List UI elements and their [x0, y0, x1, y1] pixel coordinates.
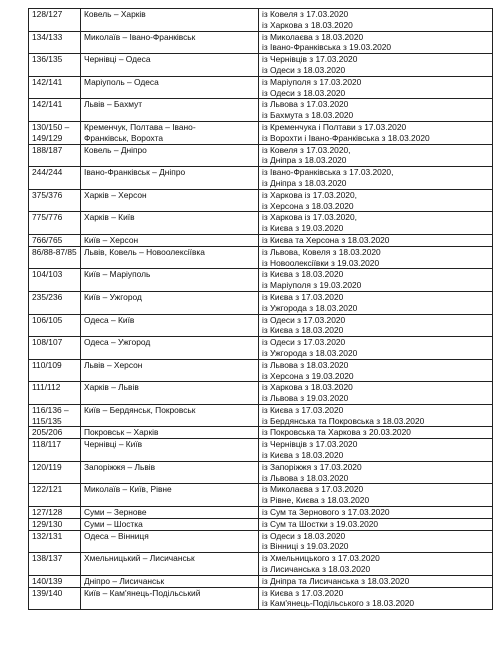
cell-line: із Кам'янець-Подільського з 18.03.2020: [262, 598, 415, 609]
table-row: [29, 461, 493, 484]
cell-line: 106/105: [32, 314, 63, 325]
cell-line: із Ужгорода з 18.03.2020: [262, 302, 358, 313]
cell-line: [32, 598, 77, 609]
train-number-cell: [29, 359, 81, 382]
cell-line: [84, 223, 255, 234]
cell-line: 111/112: [32, 382, 61, 393]
cell-line: 775/776: [32, 212, 63, 223]
route-cell: [81, 9, 259, 32]
cell-line: Харків – Київ: [84, 212, 135, 223]
cell-line: із Дніпра з 18.03.2020: [262, 155, 347, 166]
cell-line: [84, 20, 255, 31]
schedule-cell: [259, 212, 493, 235]
cell-line: [84, 564, 255, 575]
cell-line: [32, 280, 77, 291]
cell-line: Одеса – Вінниця: [84, 530, 149, 541]
route-cell: [81, 439, 259, 462]
cell-line: [32, 258, 77, 269]
table-row: [29, 484, 493, 507]
table-row: [29, 269, 493, 292]
train-number-cell: [29, 144, 81, 167]
route-cell: [81, 314, 259, 337]
cell-line: [32, 201, 77, 212]
train-number-cell: [29, 382, 81, 405]
route-cell: [81, 167, 259, 190]
cell-line: із Івано-Франківська з 17.03.2020,: [262, 167, 394, 178]
train-number-cell: [29, 530, 81, 553]
table-row: [29, 99, 493, 122]
table-row: [29, 121, 493, 144]
cell-line: [32, 223, 77, 234]
cell-line: із Хмельницького з 17.03.2020: [262, 553, 380, 564]
cell-line: 149/129: [32, 132, 63, 143]
cell-line: із Києва з 18.03.2020: [262, 450, 344, 461]
cell-line: [84, 325, 255, 336]
schedule-cell: [259, 507, 493, 519]
cell-line: із Одеси з 17.03.2020: [262, 337, 346, 348]
schedule-cell: [259, 234, 493, 246]
cell-line: із Чернівців з 17.03.2020: [262, 439, 358, 450]
schedule-cell: [259, 587, 493, 610]
cell-line: Київ – Херсон: [84, 234, 139, 245]
train-number-cell: [29, 427, 81, 439]
route-cell: [81, 246, 259, 269]
table-body: [29, 9, 493, 610]
cell-line: Дніпро – Лисичанськ: [84, 575, 165, 586]
train-number-cell: [29, 507, 81, 519]
table-row: [29, 189, 493, 212]
cell-line: із Херсона з 19.03.2020: [262, 370, 354, 381]
route-cell: [81, 291, 259, 314]
table-row: [29, 167, 493, 190]
schedule-cell: [259, 484, 493, 507]
cell-line: 86/88-87/85: [32, 246, 77, 257]
route-cell: [81, 382, 259, 405]
cell-line: 140/139: [32, 575, 63, 586]
cell-line: [32, 325, 77, 336]
train-number-cell: [29, 439, 81, 462]
cell-line: із Одеси з 18.03.2020: [262, 87, 346, 98]
cell-line: 132/131: [32, 530, 63, 541]
cell-line: із Маріуполя з 17.03.2020: [262, 76, 362, 87]
cell-line: 142/141: [32, 99, 63, 110]
train-number-cell: [29, 461, 81, 484]
route-cell: [81, 553, 259, 576]
route-cell: [81, 189, 259, 212]
cell-line: із Маріуполя з 19.03.2020: [262, 280, 362, 291]
table-row: [29, 382, 493, 405]
cell-line: [32, 495, 77, 506]
schedule-cell: [259, 518, 493, 530]
schedule-cell: [259, 575, 493, 587]
cell-line: Суми – Зернове: [84, 507, 147, 518]
cell-line: 110/109: [32, 359, 62, 370]
table-row: [29, 54, 493, 77]
cell-line: із Києва та Херсона з 18.03.2020: [262, 234, 390, 245]
cell-line: [84, 201, 255, 212]
cell-line: Чернівці – Одеса: [84, 54, 151, 65]
schedule-cell: [259, 359, 493, 382]
train-number-cell: [29, 246, 81, 269]
cell-line: із Києва з 17.03.2020: [262, 291, 344, 302]
schedule-cell: [259, 404, 493, 427]
cell-line: 142/141: [32, 76, 63, 87]
cell-line: [84, 473, 255, 484]
cell-line: [32, 303, 77, 314]
cell-line: із Миколаєва з 18.03.2020: [262, 31, 364, 42]
schedule-cell: [259, 439, 493, 462]
cell-line: із Харкова з 18.03.2020: [262, 19, 353, 30]
table-row: [29, 291, 493, 314]
cell-line: Івано-Франківськ – Дніпро: [84, 167, 186, 178]
cell-line: [84, 42, 255, 53]
cell-line: із Запоріжжя з 17.03.2020: [262, 461, 362, 472]
train-number-cell: [29, 31, 81, 54]
cell-line: із Києва з 18.03.2020: [262, 325, 344, 336]
cell-line: [84, 110, 255, 121]
cell-line: 244/244: [32, 167, 63, 178]
cell-line: [84, 598, 255, 609]
cell-line: 188/187: [32, 144, 63, 155]
train-schedule-table: [28, 8, 493, 610]
cell-line: [84, 416, 255, 427]
route-cell: [81, 484, 259, 507]
cell-line: 118/117: [32, 439, 62, 450]
cell-line: Львів, Ковель – Новоолексіївка: [84, 246, 205, 257]
cell-line: Київ – Бердянськ, Покровськ: [84, 404, 196, 415]
route-cell: [81, 518, 259, 530]
route-cell: [81, 54, 259, 77]
schedule-cell: [259, 427, 493, 439]
cell-line: із Херсона з 18.03.2020: [262, 200, 354, 211]
table-row: [29, 530, 493, 553]
train-number-cell: [29, 54, 81, 77]
cell-line: Ковель – Харків: [84, 9, 146, 19]
cell-line: 108/107: [32, 337, 63, 348]
cell-line: із Кременчука і Полтави з 17.03.2020: [262, 121, 407, 132]
cell-line: 127/128: [32, 507, 63, 518]
cell-line: [32, 178, 77, 189]
cell-line: Ковель – Дніпро: [84, 144, 147, 155]
table-row: [29, 518, 493, 530]
cell-line: [32, 393, 77, 404]
cell-line: із Києва з 19.03.2020: [262, 223, 344, 234]
cell-line: Хмельницький – Лисичанськ: [84, 553, 195, 564]
table-row: [29, 427, 493, 439]
schedule-cell: [259, 167, 493, 190]
cell-line: із Вінниці з 19.03.2020: [262, 541, 349, 552]
cell-line: із Покровська та Харкова з 20.03.2020: [262, 427, 411, 438]
train-number-cell: [29, 9, 81, 32]
train-number-cell: [29, 167, 81, 190]
cell-line: [32, 155, 77, 166]
cell-line: із Одеси з 17.03.2020: [262, 314, 346, 325]
schedule-cell: [259, 76, 493, 99]
route-cell: [81, 337, 259, 360]
train-number-cell: [29, 269, 81, 292]
cell-line: [32, 473, 77, 484]
cell-line: [84, 155, 255, 166]
cell-line: із Одеси з 18.03.2020: [262, 530, 346, 541]
cell-line: Львів – Херсон: [84, 359, 143, 370]
train-number-cell: [29, 337, 81, 360]
route-cell: [81, 234, 259, 246]
cell-line: із Сум та Зернового з 17.03.2020: [262, 507, 390, 518]
table-row: [29, 404, 493, 427]
route-cell: [81, 31, 259, 54]
schedule-cell: [259, 121, 493, 144]
train-number-cell: [29, 518, 81, 530]
cell-line: із Новоолексіївки з 19.03.2020: [262, 257, 380, 268]
cell-line: 138/137: [32, 553, 63, 564]
cell-line: 130/150 –: [32, 121, 70, 132]
cell-line: Чернівці – Київ: [84, 439, 143, 450]
cell-line: 766/765: [32, 234, 63, 245]
schedule-cell: [259, 314, 493, 337]
cell-line: Київ – Кам'янець-Подільський: [84, 587, 201, 598]
cell-line: Львів – Бахмут: [84, 99, 143, 110]
cell-line: [84, 541, 255, 552]
route-cell: [81, 359, 259, 382]
cell-line: 129/130: [32, 518, 63, 529]
cell-line: Миколаїв – Івано-Франківськ: [84, 31, 196, 42]
train-number-cell: [29, 234, 81, 246]
cell-line: 139/140: [32, 587, 63, 598]
route-cell: [81, 76, 259, 99]
cell-line: 136/135: [32, 54, 63, 65]
cell-line: із Львова з 18.03.2020: [262, 472, 349, 483]
route-cell: [81, 507, 259, 519]
table-row: [29, 234, 493, 246]
table-row: [29, 507, 493, 519]
cell-line: [32, 348, 77, 359]
cell-line: із Ковеля з 17.03.2020: [262, 9, 349, 19]
route-cell: [81, 404, 259, 427]
cell-line: [84, 495, 255, 506]
cell-line: Миколаїв – Київ, Рівне: [84, 484, 172, 495]
route-cell: [81, 587, 259, 610]
table-row: [29, 246, 493, 269]
train-number-cell: [29, 314, 81, 337]
cell-line: Маріуполь – Одеса: [84, 76, 159, 87]
cell-line: із Ковеля з 17.03.2020,: [262, 144, 351, 155]
cell-line: [32, 88, 77, 99]
cell-line: із Харкова із 17.03.2020,: [262, 189, 357, 200]
cell-line: 205/206: [32, 427, 63, 438]
cell-line: 375/376: [32, 189, 63, 200]
cell-line: [84, 371, 255, 382]
train-number-cell: [29, 121, 81, 144]
schedule-cell: [259, 337, 493, 360]
train-number-cell: [29, 99, 81, 122]
cell-line: із Львова з 18.03.2020: [262, 359, 349, 370]
schedule-cell: [259, 144, 493, 167]
schedule-cell: [259, 530, 493, 553]
train-number-cell: [29, 553, 81, 576]
cell-line: Харків – Львів: [84, 382, 139, 393]
table-row: [29, 9, 493, 32]
cell-line: із Чернівців з 17.03.2020: [262, 54, 358, 65]
train-number-cell: [29, 404, 81, 427]
train-number-cell: [29, 76, 81, 99]
cell-line: із Сум та Шостки з 19.03.2020: [262, 518, 379, 529]
cell-line: із Івано-Франківська з 19.03.2020: [262, 42, 392, 53]
table-row: [29, 439, 493, 462]
cell-line: 116/136 –: [32, 404, 69, 415]
table-row: [29, 31, 493, 54]
cell-line: [84, 450, 255, 461]
schedule-cell: [259, 189, 493, 212]
cell-line: із Дніпра з 18.03.2020: [262, 177, 347, 188]
schedule-cell: [259, 461, 493, 484]
table-row: [29, 337, 493, 360]
train-number-cell: [29, 575, 81, 587]
cell-line: Харків – Херсон: [84, 189, 147, 200]
cell-line: [32, 371, 77, 382]
schedule-cell: [259, 99, 493, 122]
schedule-cell: [259, 382, 493, 405]
table-row: [29, 314, 493, 337]
table-row: [29, 359, 493, 382]
cell-line: із Львова з 19.03.2020: [262, 393, 349, 404]
table-row: [29, 144, 493, 167]
cell-line: із Рівне, Києва з 18.03.2020: [262, 495, 370, 506]
cell-line: Одеса – Ужгород: [84, 337, 151, 348]
cell-line: 104/103: [32, 269, 63, 280]
cell-line: із Бердянська та Покровська з 18.03.2020: [262, 415, 425, 426]
cell-line: із Києва з 17.03.2020: [262, 587, 344, 598]
cell-line: [84, 280, 255, 291]
cell-line: [84, 348, 255, 359]
cell-line: [32, 65, 77, 76]
cell-line: 122/121: [32, 484, 63, 495]
cell-line: [32, 450, 77, 461]
route-cell: [81, 99, 259, 122]
train-number-cell: [29, 587, 81, 610]
table-row: [29, 76, 493, 99]
route-cell: [81, 461, 259, 484]
cell-line: із Києва з 18.03.2020: [262, 269, 344, 280]
schedule-cell: [259, 54, 493, 77]
cell-line: Запоріжжя – Львів: [84, 461, 156, 472]
cell-line: із Харкова з 18.03.2020: [262, 382, 353, 393]
schedule-cell: [259, 291, 493, 314]
cell-line: 235/236: [32, 291, 63, 302]
cell-line: Покровськ – Харків: [84, 427, 159, 438]
cell-line: 120/119: [32, 461, 62, 472]
cell-line: [84, 178, 255, 189]
cell-line: [84, 393, 255, 404]
train-number-cell: [29, 291, 81, 314]
route-cell: [81, 212, 259, 235]
table-row: [29, 212, 493, 235]
cell-line: [84, 258, 255, 269]
cell-line: із Львова з 17.03.2020: [262, 99, 349, 110]
cell-line: 115/135: [32, 415, 62, 426]
cell-line: із Києва з 17.03.2020: [262, 404, 344, 415]
schedule-cell: [259, 31, 493, 54]
cell-line: Кременчук, Полтава – Івано-: [84, 121, 196, 132]
cell-line: із Лисичанська з 18.03.2020: [262, 564, 371, 575]
cell-line: 128/127: [32, 9, 63, 19]
cell-line: Франківськ, Ворохта: [84, 132, 164, 143]
cell-line: із Миколаєва з 17.03.2020: [262, 484, 364, 495]
schedule-cell: [259, 9, 493, 32]
cell-line: із Одеси з 18.03.2020: [262, 64, 346, 75]
schedule-cell: [259, 246, 493, 269]
cell-line: [84, 88, 255, 99]
table-row: [29, 587, 493, 610]
schedule-cell: [259, 269, 493, 292]
table-row: [29, 575, 493, 587]
route-cell: [81, 144, 259, 167]
cell-line: [32, 110, 77, 121]
cell-line: [84, 303, 255, 314]
cell-line: [32, 564, 77, 575]
train-number-cell: [29, 189, 81, 212]
cell-line: [32, 20, 77, 31]
table-row: [29, 553, 493, 576]
cell-line: Київ – Маріуполь: [84, 269, 151, 280]
train-number-cell: [29, 484, 81, 507]
cell-line: із Львова, Ковеля з 18.03.2020: [262, 246, 381, 257]
cell-line: 134/133: [32, 31, 63, 42]
cell-line: із Харкова із 17.03.2020,: [262, 212, 357, 223]
cell-line: із Ворохти і Івано-Франківська з 18.03.2020: [262, 132, 430, 143]
route-cell: [81, 575, 259, 587]
train-number-cell: [29, 212, 81, 235]
cell-line: із Бахмута з 18.03.2020: [262, 110, 354, 121]
route-cell: [81, 269, 259, 292]
route-cell: [81, 427, 259, 439]
route-cell: [81, 530, 259, 553]
cell-line: Суми – Шостка: [84, 518, 143, 529]
cell-line: із Дніпра та Лисичанська з 18.03.2020: [262, 575, 410, 586]
cell-line: із Ужгорода з 18.03.2020: [262, 347, 358, 358]
schedule-cell: [259, 553, 493, 576]
cell-line: Київ – Ужгород: [84, 291, 142, 302]
route-cell: [81, 121, 259, 144]
cell-line: Одеса – Київ: [84, 314, 135, 325]
cell-line: [32, 541, 77, 552]
cell-line: [32, 42, 77, 53]
cell-line: [84, 65, 255, 76]
